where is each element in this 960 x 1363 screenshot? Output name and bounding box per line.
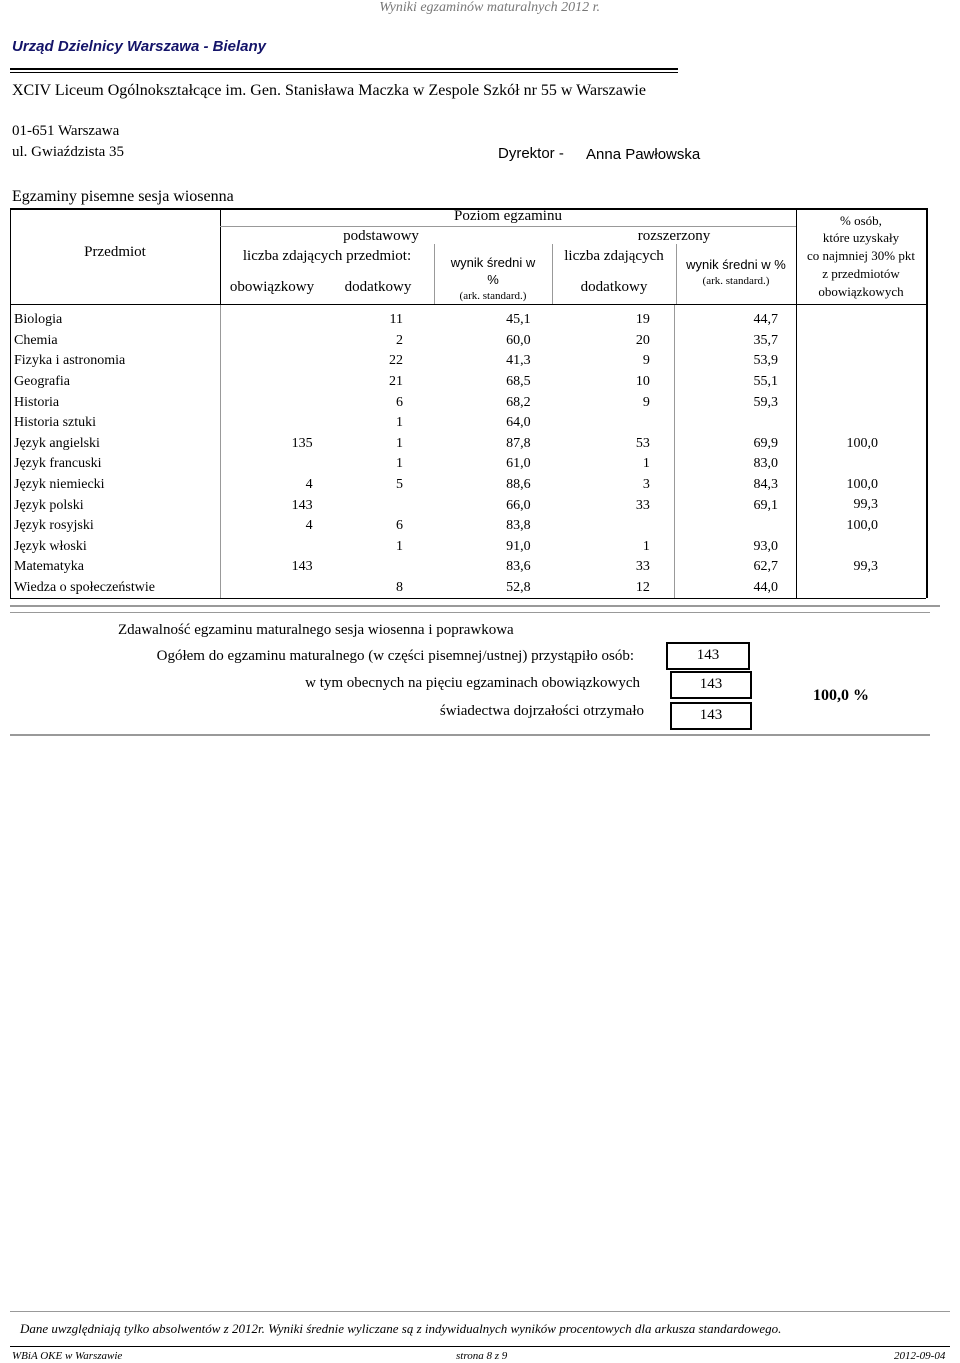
header-avg-ext-2: (ark. standard.) bbox=[702, 275, 770, 287]
school-street: ul. Gwiaździsta 35 bbox=[12, 144, 125, 160]
cell-mand: 143 bbox=[291, 559, 313, 575]
cell-ext-avg: 69,1 bbox=[753, 497, 778, 513]
cell-ext-add: 9 bbox=[642, 353, 650, 369]
cell-ext-avg bbox=[668, 413, 796, 434]
cell-add: 1 bbox=[395, 456, 403, 472]
table-row bbox=[10, 413, 796, 434]
table-row bbox=[10, 475, 796, 496]
cell-add: 11 bbox=[389, 312, 403, 328]
results-table bbox=[10, 310, 796, 598]
cell-mand bbox=[242, 351, 322, 372]
header-avg-ext-1: wynik średni w % bbox=[686, 257, 786, 272]
header-extended: rozszerzony bbox=[637, 228, 711, 244]
school-postal: 01-651 Warszawa bbox=[12, 123, 120, 139]
cell-avg: 83,8 bbox=[506, 518, 531, 534]
header-ext-count: liczba zdających bbox=[564, 248, 664, 264]
cell-add: 6 bbox=[395, 518, 403, 534]
cell-ext-avg: 55,1 bbox=[753, 374, 778, 390]
session-title: Egzaminy pisemne sesja wiosenna bbox=[12, 188, 234, 205]
cell-ext-add bbox=[551, 413, 668, 434]
cell-ext-add: 19 bbox=[635, 312, 650, 328]
table-row bbox=[10, 578, 796, 599]
cell-pct bbox=[798, 351, 926, 372]
cell-subject: Matematyka bbox=[14, 559, 84, 575]
cell-mand: 4 bbox=[305, 477, 313, 493]
cell-pct bbox=[798, 578, 926, 599]
table-row bbox=[10, 392, 796, 413]
cell-pct bbox=[798, 372, 926, 393]
footer-left: WBiA OKE w Warszawie bbox=[12, 1350, 123, 1362]
header-avg-basic-1: wynik średni w bbox=[450, 255, 536, 270]
director-label: Dyrektor - bbox=[498, 145, 564, 162]
header-basic-count: liczba zdających przedmiot: bbox=[242, 248, 412, 264]
table-row bbox=[10, 331, 796, 352]
school-name: XCIV Liceum Ogólnokształcące im. Gen. Stanisława Maczka w Zespole Szkół nr 55 w Warszawie bbox=[12, 82, 646, 99]
summary-total-value: 143 bbox=[666, 642, 750, 670]
cell-pct bbox=[798, 331, 926, 352]
header-rule-thin bbox=[10, 72, 678, 73]
cell-ext-add: 33 bbox=[635, 559, 650, 575]
header-pct-5: obowiązkowych bbox=[818, 284, 904, 299]
cell-avg: 68,5 bbox=[506, 374, 531, 390]
cell-subject: Fizyka i astronomia bbox=[14, 353, 126, 369]
header-avg-basic-3: (ark. standard.) bbox=[459, 290, 527, 302]
cell-subject: Język polski bbox=[14, 497, 84, 513]
header-pct-3: co najmniej 30% pkt bbox=[807, 248, 915, 263]
cell-mand: 4 bbox=[305, 518, 313, 534]
cell-ext-add: 33 bbox=[635, 497, 650, 513]
cell-add: 1 bbox=[395, 415, 403, 431]
cell-ext-avg bbox=[668, 516, 796, 537]
cell-add: 22 bbox=[388, 353, 403, 369]
cell-mand bbox=[242, 578, 322, 599]
cell-ext-add: 1 bbox=[642, 456, 650, 472]
cell-avg: 60,0 bbox=[506, 332, 531, 348]
header-level: Poziom egzaminu bbox=[454, 208, 562, 224]
cell-subject: Język angielski bbox=[14, 435, 100, 451]
cell-ext-avg: 84,3 bbox=[753, 477, 778, 493]
cell-subject: Historia bbox=[14, 394, 60, 410]
summary-title: Zdawalność egzaminu maturalnego sesja wiosenna i poprawkowa bbox=[118, 622, 514, 638]
cell-avg: 88,6 bbox=[506, 477, 531, 493]
cell-avg: 87,8 bbox=[506, 435, 531, 451]
header-additional: dodatkowy bbox=[344, 279, 412, 295]
cell-add bbox=[323, 495, 403, 516]
cell-subject: Język francuski bbox=[14, 456, 102, 472]
cell-mand: 135 bbox=[291, 435, 313, 451]
summary-pass-rate: 100,0 % bbox=[813, 687, 869, 704]
cell-subject: Geografia bbox=[14, 374, 70, 390]
cell-ext-avg: 62,7 bbox=[753, 559, 778, 575]
cell-subject: Język włoski bbox=[14, 538, 87, 554]
cell-mand bbox=[242, 537, 322, 558]
header-avg-basic-2: % bbox=[487, 272, 499, 287]
cell-avg: 83,6 bbox=[506, 559, 531, 575]
cell-add: 21 bbox=[388, 374, 403, 390]
cell-ext-avg: 93,0 bbox=[753, 538, 778, 554]
cell-ext-add: 20 bbox=[635, 332, 650, 348]
header-basic: podstawowy bbox=[343, 228, 419, 244]
cell-pct: 100,0 bbox=[846, 517, 878, 533]
cell-ext-avg: 53,9 bbox=[753, 353, 778, 369]
cell-pct bbox=[798, 310, 926, 331]
cell-add: 6 bbox=[395, 394, 403, 410]
cell-pct: 99,3 bbox=[853, 497, 878, 513]
cell-pct bbox=[798, 454, 926, 475]
header-subject: Przedmiot bbox=[84, 244, 146, 260]
summary-total-label: Ogółem do egzaminu maturalnego (w części pisemnej/ustnej) przystąpiło osób: bbox=[156, 648, 634, 664]
cell-avg: 64,0 bbox=[506, 415, 531, 431]
cell-subject: Język niemiecki bbox=[14, 477, 105, 493]
table-row bbox=[10, 351, 796, 372]
header-rule bbox=[10, 68, 678, 70]
cell-subject: Język rosyjski bbox=[14, 518, 94, 534]
header-pct-1: % osób, bbox=[840, 213, 882, 228]
table-row bbox=[10, 557, 796, 578]
cell-avg: 61,0 bbox=[506, 456, 531, 472]
footer-page: strona 8 z 9 bbox=[456, 1350, 508, 1362]
cell-avg: 66,0 bbox=[506, 497, 531, 513]
director-name: Anna Pawłowska bbox=[586, 146, 701, 163]
cell-mand bbox=[242, 331, 322, 352]
cell-add: 1 bbox=[395, 538, 403, 554]
cell-pct: 99,3 bbox=[853, 559, 878, 575]
cell-ext-add: 1 bbox=[642, 538, 650, 554]
summary-cert-label: świadectwa dojrzałości otrzymało bbox=[439, 703, 644, 719]
cell-add bbox=[323, 557, 403, 578]
cell-avg: 41,3 bbox=[506, 353, 531, 369]
pct-column bbox=[798, 310, 926, 598]
header-pct-2: które uzyskały bbox=[822, 230, 900, 245]
document-title: Wyniki egzaminów maturalnych 2012 r. bbox=[379, 0, 600, 15]
cell-avg: 45,1 bbox=[506, 312, 531, 328]
cell-add: 8 bbox=[395, 580, 403, 596]
cell-mand: 143 bbox=[291, 497, 313, 513]
cell-mand bbox=[242, 413, 322, 434]
cell-ext-add: 9 bbox=[642, 394, 650, 410]
cell-pct bbox=[798, 392, 926, 413]
cell-mand bbox=[242, 310, 322, 331]
summary-cert-value: 143 bbox=[670, 702, 752, 730]
table-row bbox=[10, 434, 796, 455]
cell-avg: 68,2 bbox=[506, 394, 531, 410]
cell-ext-avg: 69,9 bbox=[753, 435, 778, 451]
cell-ext-add: 10 bbox=[635, 374, 650, 390]
table-row bbox=[10, 516, 796, 537]
table-row bbox=[10, 454, 796, 475]
header-ext-additional: dodatkowy bbox=[580, 279, 648, 295]
cell-pct: 100,0 bbox=[846, 476, 878, 492]
cell-mand bbox=[242, 392, 322, 413]
table-row bbox=[10, 310, 796, 331]
cell-ext-add: 53 bbox=[635, 435, 650, 451]
cell-subject: Chemia bbox=[14, 332, 58, 348]
office-name: Urząd Dzielnicy Warszawa - Bielany bbox=[12, 38, 266, 55]
summary-present-label: w tym obecnych na pięciu egzaminach obowiązkowych bbox=[305, 675, 640, 691]
cell-ext-add: 12 bbox=[635, 580, 650, 596]
cell-avg: 91,0 bbox=[506, 538, 531, 554]
cell-mand bbox=[242, 454, 322, 475]
footer-date: 2012-09-04 bbox=[894, 1350, 946, 1362]
cell-avg: 52,8 bbox=[506, 580, 531, 596]
cell-pct bbox=[798, 537, 926, 558]
summary-section bbox=[10, 612, 930, 736]
footer-note: Dane uwzględniają tylko absolwentów z 2012r. Wyniki średnie wyliczane są z indywidualnych wyników procentowych dla arkusza standardowego. bbox=[20, 1321, 782, 1336]
cell-subject: Wiedza o społeczeństwie bbox=[14, 580, 155, 596]
cell-add: 5 bbox=[395, 477, 403, 493]
cell-ext-avg: 83,0 bbox=[753, 456, 778, 472]
cell-subject: Biologia bbox=[14, 312, 63, 328]
cell-pct: 100,0 bbox=[846, 435, 878, 451]
header-pct-4: z przedmiotów bbox=[822, 266, 900, 281]
table-row bbox=[10, 495, 796, 516]
cell-ext-avg: 35,7 bbox=[753, 332, 778, 348]
cell-ext-avg: 59,3 bbox=[753, 394, 778, 410]
cell-ext-add: 3 bbox=[642, 477, 650, 493]
header-mandatory: obowiązkowy bbox=[229, 279, 315, 295]
cell-subject: Historia sztuki bbox=[14, 415, 97, 431]
cell-ext-avg: 44,7 bbox=[753, 312, 778, 328]
cell-mand bbox=[242, 372, 322, 393]
table-row bbox=[10, 372, 796, 393]
cell-ext-avg: 44,0 bbox=[753, 580, 778, 596]
cell-add: 2 bbox=[395, 332, 403, 348]
cell-pct bbox=[798, 413, 926, 434]
cell-ext-add bbox=[551, 516, 668, 537]
summary-present-value: 143 bbox=[670, 671, 752, 699]
table-row bbox=[10, 537, 796, 558]
cell-add: 1 bbox=[395, 435, 403, 451]
